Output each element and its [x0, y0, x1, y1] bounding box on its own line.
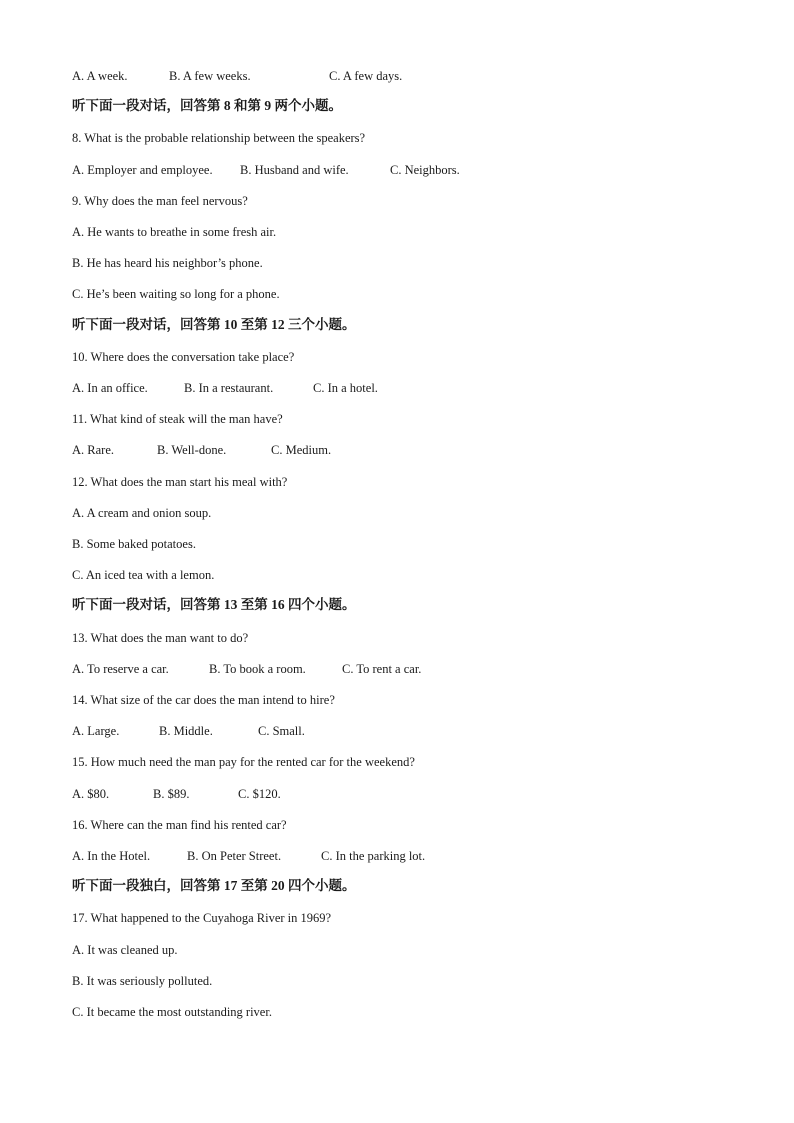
- option-c: C. A few days.: [329, 69, 403, 83]
- option-b: B. In a restaurant.: [184, 381, 274, 395]
- question-text: B. Some baked potatoes.: [72, 537, 196, 551]
- section-heading: 听下面一段对话，回答第 10 至第 12 三个小题。: [72, 316, 356, 332]
- option-a: A. $80.: [72, 786, 110, 801]
- question-text: 13. What does the man want to do?: [72, 630, 249, 645]
- question-text: 14. What size of the car does the man intend to hire?: [72, 693, 335, 707]
- question-text: 12. What does the man start his meal with?: [72, 474, 288, 489]
- option-c: C. In the parking lot.: [321, 849, 426, 863]
- section-heading: 听下面一段对话，回答第 8 和第 9 两个小题。: [72, 98, 342, 114]
- question-text: 8. What is the probable relationship between the speakers?: [72, 131, 366, 146]
- option-b: B. On Peter Street.: [187, 849, 282, 863]
- option-a: A. A week.: [72, 69, 128, 83]
- option-a: A. Rare.: [72, 443, 114, 458]
- section-heading: 听下面一段独白，回答第 17 至第 20 四个小题。: [72, 878, 356, 894]
- option-a: A. In the Hotel.: [72, 849, 151, 863]
- option-c: C. $120.: [238, 786, 281, 801]
- option-b: B. Husband and wife.: [240, 162, 349, 177]
- question-text: 11. What kind of steak will the man have?: [72, 412, 283, 427]
- option-b: B. Well-done.: [157, 443, 227, 458]
- option-b: B. To book a room.: [209, 661, 306, 676]
- option-c: C. Small.: [258, 724, 305, 739]
- question-text: A. A cream and onion soup.: [72, 505, 212, 520]
- question-text: C. An iced tea with a lemon.: [72, 568, 215, 583]
- option-a: A. In an office.: [72, 381, 148, 395]
- question-text: A. He wants to breathe in some fresh air.: [72, 225, 277, 239]
- question-text: 9. Why does the man feel nervous?: [72, 193, 248, 208]
- question-text: B. He has heard his neighbor’s phone.: [72, 256, 263, 271]
- option-c: C. Medium.: [271, 443, 332, 458]
- question-text: A. It was cleaned up.: [72, 942, 178, 957]
- question-text: 16. Where can the man find his rented car?: [72, 817, 287, 832]
- option-c: C. Neighbors.: [390, 162, 460, 177]
- question-text: C. It became the most outstanding river.: [72, 1005, 272, 1019]
- question-text: C. He’s been waiting so long for a phone.: [72, 287, 280, 302]
- section-heading: 听下面一段对话，回答第 13 至第 16 四个小题。: [72, 597, 356, 613]
- question-text: B. It was seriously polluted.: [72, 973, 213, 988]
- option-c: C. To rent a car.: [342, 661, 422, 676]
- option-a: A. To reserve a car.: [72, 661, 169, 676]
- option-b: B. $89.: [153, 786, 190, 801]
- question-text: 17. What happened to the Cuyahoga River in 1969?: [72, 911, 332, 926]
- question-text: 10. Where does the conversation take place?: [72, 349, 295, 364]
- option-b: B. A few weeks.: [169, 69, 251, 83]
- option-a: A. Large.: [72, 724, 120, 739]
- option-c: C. In a hotel.: [313, 381, 378, 395]
- option-a: A. Employer and employee.: [72, 162, 213, 177]
- option-b: B. Middle.: [159, 724, 213, 739]
- question-text: 15. How much need the man pay for the rented car for the weekend?: [72, 755, 415, 770]
